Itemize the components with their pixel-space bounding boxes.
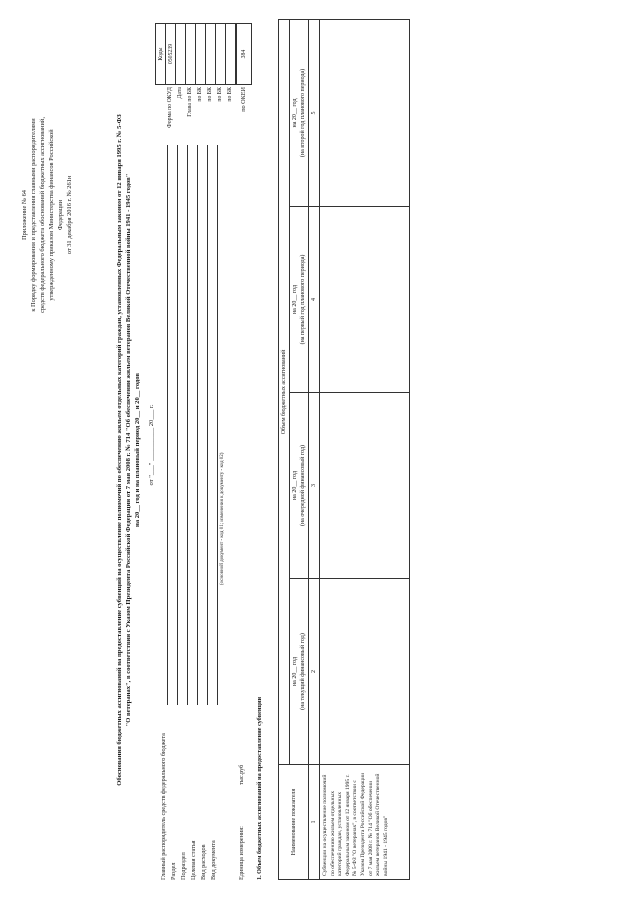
code-bk-value[interactable] xyxy=(196,24,206,85)
header-indicator-name: Наименование показателя xyxy=(279,765,309,880)
appendix-block xyxy=(20,15,74,415)
target-label: Целевая статья xyxy=(190,840,197,880)
expense-type-field-line[interactable] xyxy=(207,145,208,705)
codes-label-bk: по БК xyxy=(207,87,213,102)
code-date-value[interactable] xyxy=(176,24,186,85)
appendix-number: Приложение № 64 xyxy=(21,190,28,240)
section-1-heading: 1. Объем бюджетных ассигнований на предоставление субвенции xyxy=(256,696,263,880)
column-number: 1 xyxy=(309,765,320,880)
value-cell-plan1[interactable] xyxy=(320,207,410,393)
unit-label: Единица измерения: xyxy=(238,826,245,880)
header-year-label: на 20__ год xyxy=(292,98,298,128)
codes-label-okud: Форма по ОКУД xyxy=(167,87,173,128)
appendix-line: к Порядку формирования и представления главными распорядителями xyxy=(30,118,37,312)
codes-label-bk: по БК xyxy=(227,87,233,102)
value-cell-current[interactable] xyxy=(320,579,410,765)
code-bk-value[interactable] xyxy=(226,24,236,85)
column-number: 2 xyxy=(309,579,320,765)
document-date: от "___" __________ 20___ г. xyxy=(148,404,155,486)
column-number: 5 xyxy=(309,19,320,206)
codes-label-chapter: Глава по БК xyxy=(187,87,193,117)
codes-label-bk: по БК xyxy=(197,87,203,102)
code-bk-value[interactable] xyxy=(216,24,226,85)
title-line-1: Обоснования бюджетных ассигнований на предоставление субвенций на осуществление полномочий по обеспечению жильем отдельных категорий граждан, установленных Федеральным законом от 12 января 1995 г. № 5-ФЗ xyxy=(116,114,123,786)
title-line-2: "О ветеранах", в соответствии с Указом Президента Российской Федерации от 7 мая 2008 г. № 714 "Об обеспечении жильем ветеранов Великой Отечественной войны 1941 - 1945 годов" xyxy=(125,173,132,727)
column-number: 4 xyxy=(309,207,320,393)
value-cell-plan2[interactable] xyxy=(320,19,410,206)
code-bk-value[interactable] xyxy=(206,24,216,85)
codes-label-date: Дата xyxy=(177,87,183,99)
codes-labels xyxy=(155,87,235,145)
doc-type-label: Вид документа xyxy=(210,840,217,880)
doc-type-hint: (основной документ - код 01; изменения к документу - код 02) xyxy=(220,452,225,585)
header-year-label: на 20__ год xyxy=(292,284,298,315)
document-title xyxy=(115,55,142,845)
row-subsidy-name: Субвенции на осуществление полномочий по обеспечению жильем отдельных категорий граждан, установленных Федеральным законом от 12 января 1995 г. № 5-ФЗ "О ветеранах", в соответствии с Указом Президента Российской Федерации от 7 мая 2008 г. № 714 "Об обеспечении жильем ветеранов Великой Отечественной войны 1941 - 1945 годов" xyxy=(320,765,410,880)
header-year-next xyxy=(290,393,309,579)
okei-label: по ОКЕИ xyxy=(240,87,247,112)
appendix-line: Федерации xyxy=(57,199,64,231)
column-number: 3 xyxy=(309,393,320,579)
okei-table xyxy=(236,23,252,85)
title-line-3: на 20__ год и на плановый период 20__ и 20__ годов xyxy=(134,373,141,527)
header-year-label: на 20__ год xyxy=(292,656,298,687)
header-year-label: на 20__ год xyxy=(292,470,298,501)
appendix-date: от 31 декабря 2016 г. № 261н xyxy=(66,175,73,255)
manager-label: Главный распорядитель средств федерального бюджета xyxy=(160,733,167,880)
expense-type-label: Вид расходов xyxy=(200,844,207,880)
codes-label-bk: по БК xyxy=(217,87,223,102)
okei-value[interactable]: 384 xyxy=(237,24,252,85)
section-label: Раздел xyxy=(170,862,177,880)
header-group: Объем бюджетных ассигнований xyxy=(279,19,290,764)
codes-table xyxy=(155,23,236,85)
subsection-label: Подраздел xyxy=(180,852,187,880)
appendix-line: утвержденному приказом Министерства финансов Российской xyxy=(48,129,55,301)
header-year-note: (на второй год планового периода) xyxy=(300,68,306,158)
codes-header: Коды xyxy=(156,24,166,85)
codes-label-spacer xyxy=(155,87,165,145)
section-field-line[interactable] xyxy=(177,145,178,705)
header-year-note: (на очередной финансовый год) xyxy=(300,444,306,527)
header-year-plan1 xyxy=(290,207,309,393)
header-year-note: (на первый год планового периода) xyxy=(300,254,306,345)
subsection-field-line[interactable] xyxy=(187,145,188,705)
header-year-note: (на текущий финансовый год) xyxy=(300,633,306,710)
subsidy-table xyxy=(278,19,410,880)
code-okud-value[interactable]: 0505239 xyxy=(166,24,176,85)
header-year-current xyxy=(290,579,309,765)
doc-type-field-line[interactable] xyxy=(217,145,218,705)
manager-field-line[interactable] xyxy=(167,145,168,705)
appendix-line: средств федерального бюджета обоснований бюджетных ассигнований, xyxy=(39,117,46,313)
unit-value: тыс.руб xyxy=(238,764,245,785)
header-year-plan2 xyxy=(290,19,309,206)
target-field-line[interactable] xyxy=(197,145,198,705)
value-cell-next[interactable] xyxy=(320,393,410,579)
code-chapter-value[interactable] xyxy=(186,24,196,85)
